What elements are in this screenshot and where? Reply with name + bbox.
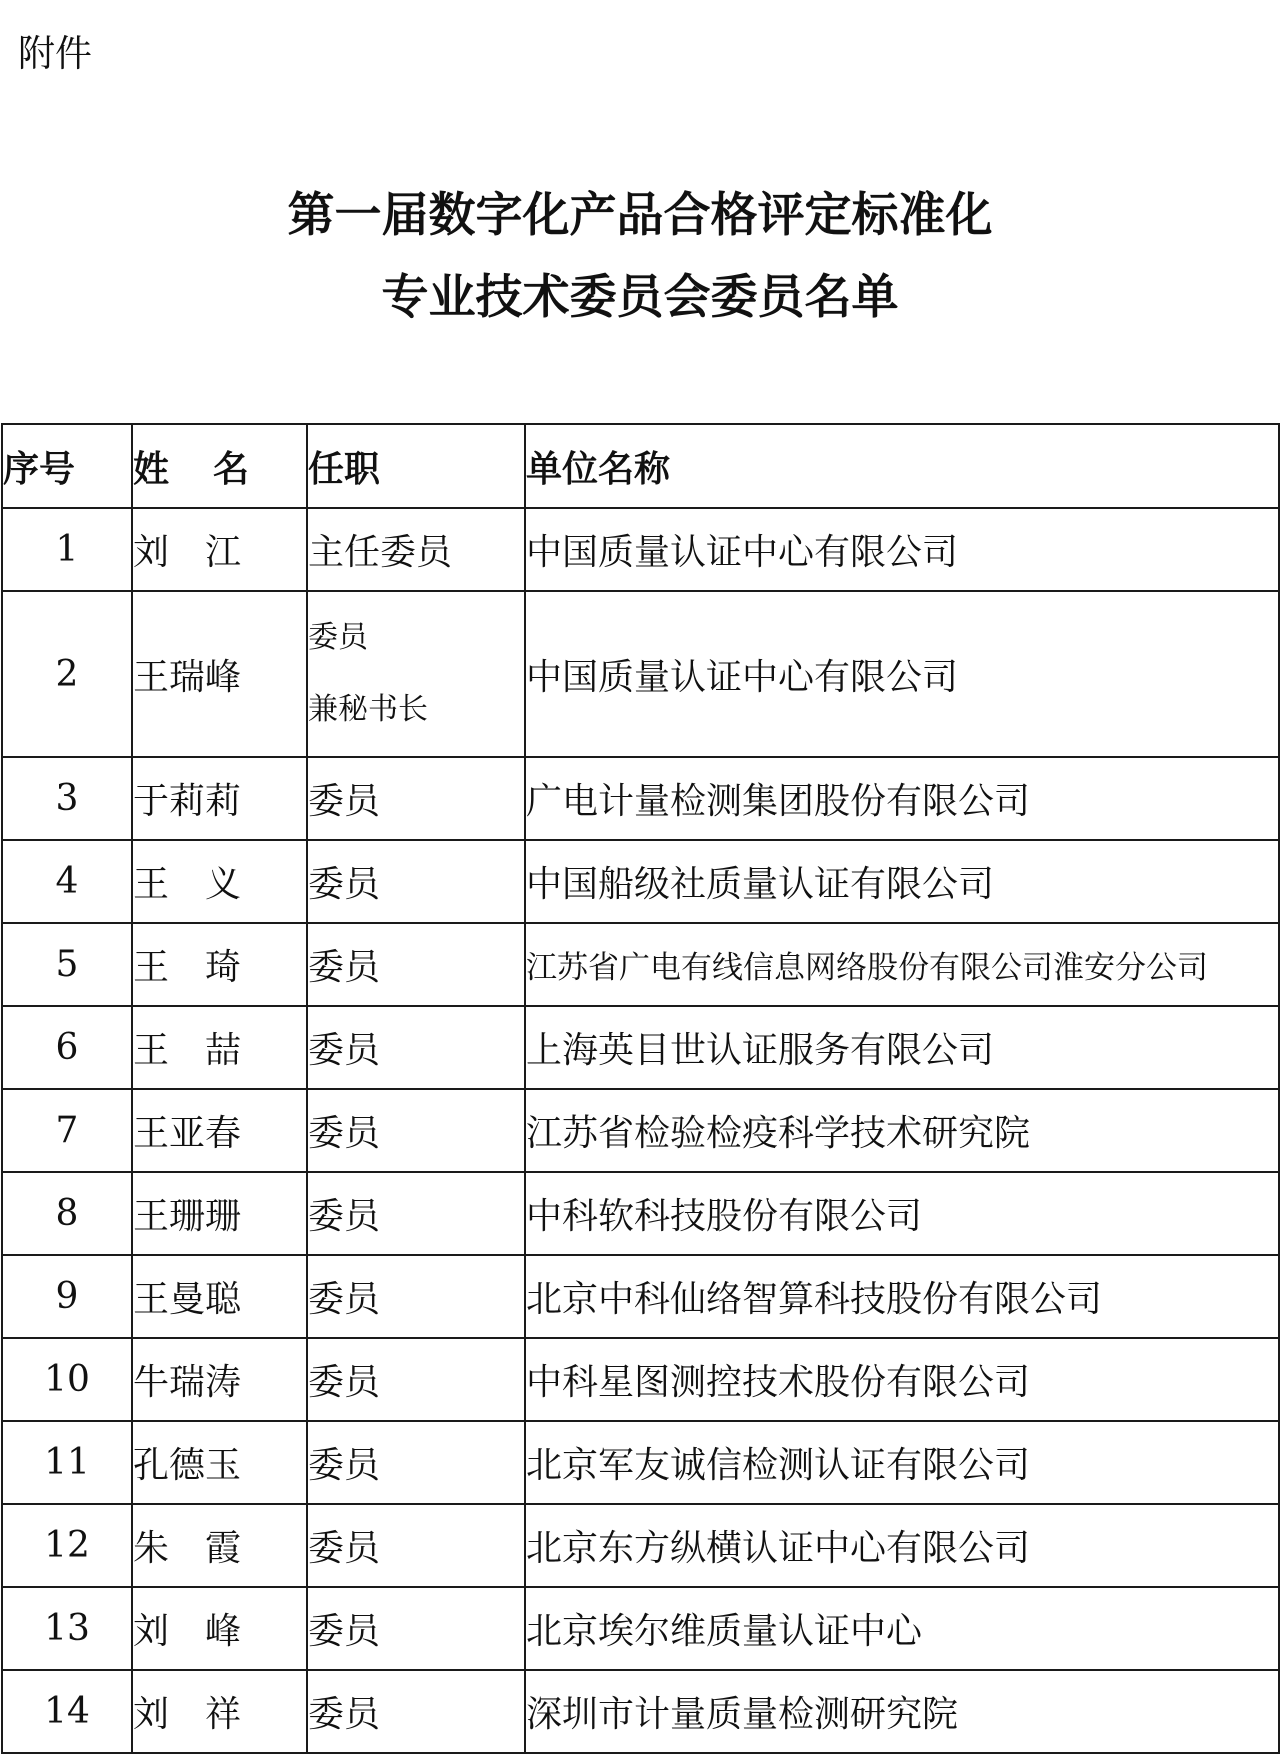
document-title-line-2: 专业技术委员会委员名单 bbox=[381, 270, 899, 325]
member-name: 于莉莉 bbox=[132, 757, 307, 840]
table-row bbox=[2, 1670, 1279, 1753]
row-number: 9 bbox=[2, 1255, 132, 1338]
member-role: 主任委员 bbox=[307, 508, 525, 591]
member-role: 委员 bbox=[307, 1089, 525, 1172]
column-header-no: 序号 bbox=[2, 424, 132, 508]
member-organization: 中国质量认证中心有限公司 bbox=[525, 508, 1279, 591]
member-role: 委员 bbox=[307, 840, 525, 923]
table-row bbox=[2, 508, 1279, 591]
member-organization: 北京军友诚信检测认证有限公司 bbox=[525, 1421, 1279, 1504]
member-name: 王琦 bbox=[132, 923, 307, 1006]
table-row bbox=[2, 1006, 1279, 1089]
member-name: 刘峰 bbox=[132, 1587, 307, 1670]
table-row bbox=[2, 1172, 1279, 1255]
member-organization: 中国质量认证中心有限公司 bbox=[525, 591, 1279, 757]
member-organization: 北京埃尔维质量认证中心 bbox=[525, 1587, 1279, 1670]
member-organization: 中国船级社质量认证有限公司 bbox=[525, 840, 1279, 923]
member-name: 刘祥 bbox=[132, 1670, 307, 1753]
member-name: 王瑞峰 bbox=[132, 591, 307, 757]
member-role: 委员 bbox=[307, 1587, 525, 1670]
member-organization: 广电计量检测集团股份有限公司 bbox=[525, 757, 1279, 840]
member-role: 委员 bbox=[307, 923, 525, 1006]
member-organization: 中科星图测控技术股份有限公司 bbox=[525, 1338, 1279, 1421]
member-organization: 深圳市计量质量检测研究院 bbox=[525, 1670, 1279, 1753]
member-organization: 江苏省检验检疫科学技术研究院 bbox=[525, 1089, 1279, 1172]
member-role bbox=[307, 591, 525, 757]
member-name: 刘江 bbox=[132, 508, 307, 591]
row-number: 3 bbox=[2, 757, 132, 840]
member-role: 委员 bbox=[307, 757, 525, 840]
attachment-label: 附件 bbox=[18, 32, 92, 75]
member-name: 王曼聪 bbox=[132, 1255, 307, 1338]
member-role: 委员 bbox=[307, 1421, 525, 1504]
column-header-name-part1: 姓 bbox=[133, 448, 170, 490]
member-name: 牛瑞涛 bbox=[132, 1338, 307, 1421]
column-header-org: 单位名称 bbox=[525, 424, 1279, 508]
table-row bbox=[2, 1089, 1279, 1172]
row-number: 2 bbox=[2, 591, 132, 757]
table-row bbox=[2, 923, 1279, 1006]
table-row bbox=[2, 757, 1279, 840]
table-row bbox=[2, 1421, 1279, 1504]
row-number: 11 bbox=[2, 1421, 132, 1504]
member-name: 王珊珊 bbox=[132, 1172, 307, 1255]
row-number: 14 bbox=[2, 1670, 132, 1753]
column-header-name-part2: 名 bbox=[213, 448, 250, 490]
member-role: 委员 bbox=[307, 1338, 525, 1421]
member-role: 委员 bbox=[307, 1255, 525, 1338]
table-row bbox=[2, 1338, 1279, 1421]
row-number: 1 bbox=[2, 508, 132, 591]
table-row bbox=[2, 591, 1279, 757]
row-number: 6 bbox=[2, 1006, 132, 1089]
member-name: 王亚春 bbox=[132, 1089, 307, 1172]
member-organization: 北京中科仙络智算科技股份有限公司 bbox=[525, 1255, 1279, 1338]
row-number: 7 bbox=[2, 1089, 132, 1172]
member-role: 委员 bbox=[307, 1172, 525, 1255]
member-organization: 江苏省广电有线信息网络股份有限公司淮安分公司 bbox=[525, 923, 1279, 1006]
column-header-role: 任职 bbox=[307, 424, 525, 508]
member-name: 王喆 bbox=[132, 1006, 307, 1089]
row-number: 10 bbox=[2, 1338, 132, 1421]
table-row bbox=[2, 1504, 1279, 1587]
member-role-line-2: 兼秘书长 bbox=[308, 692, 428, 727]
member-name: 王义 bbox=[132, 840, 307, 923]
row-number: 4 bbox=[2, 840, 132, 923]
column-header-name bbox=[132, 424, 307, 508]
member-organization: 上海英目世认证服务有限公司 bbox=[525, 1006, 1279, 1089]
table-header-row bbox=[2, 424, 1279, 508]
member-role-line-1: 委员 bbox=[308, 620, 368, 655]
member-role: 委员 bbox=[307, 1670, 525, 1753]
row-number: 5 bbox=[2, 923, 132, 1006]
member-name: 朱霞 bbox=[132, 1504, 307, 1587]
row-number: 12 bbox=[2, 1504, 132, 1587]
table-row bbox=[2, 1587, 1279, 1670]
member-role: 委员 bbox=[307, 1006, 525, 1089]
row-number: 8 bbox=[2, 1172, 132, 1255]
table-row bbox=[2, 1255, 1279, 1338]
member-role: 委员 bbox=[307, 1504, 525, 1587]
committee-member-table bbox=[1, 423, 1280, 1754]
row-number: 13 bbox=[2, 1587, 132, 1670]
member-name: 孔德玉 bbox=[132, 1421, 307, 1504]
table-row bbox=[2, 840, 1279, 923]
document-title-line-1: 第一届数字化产品合格评定标准化 bbox=[287, 188, 993, 243]
member-organization: 北京东方纵横认证中心有限公司 bbox=[525, 1504, 1279, 1587]
member-organization: 中科软科技股份有限公司 bbox=[525, 1172, 1279, 1255]
